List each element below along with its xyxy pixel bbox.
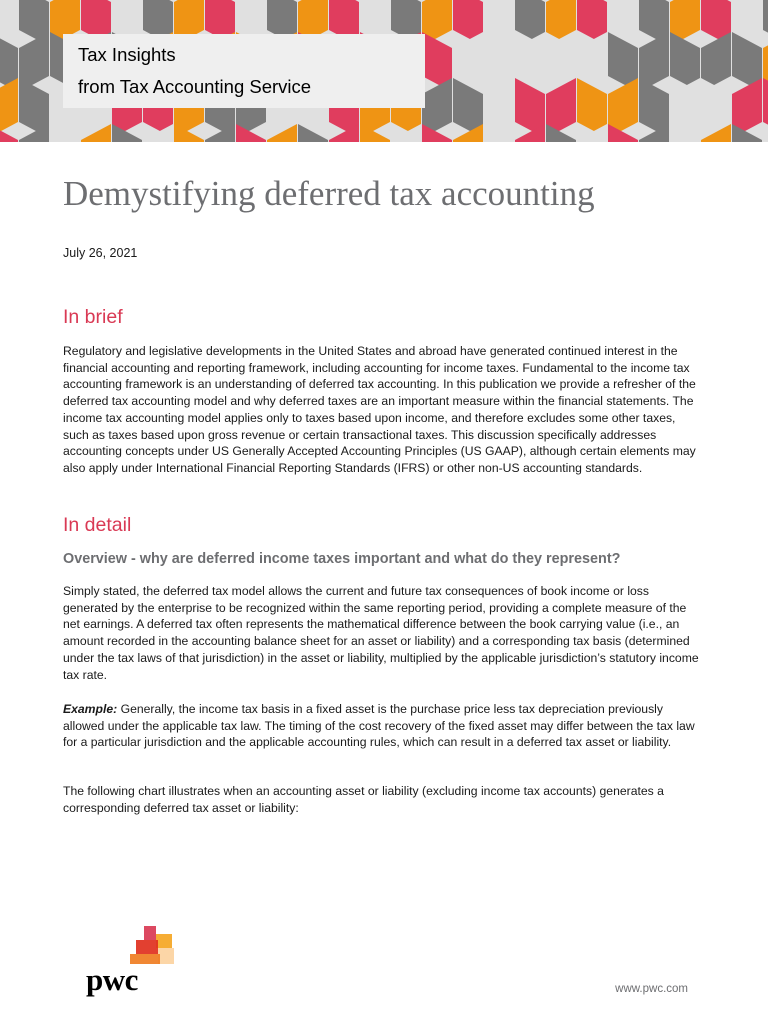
footer-url: www.pwc.com (615, 983, 688, 995)
example-label: Example: (63, 702, 118, 716)
header-banner (0, 0, 768, 142)
section-heading-in-brief: In brief (63, 306, 123, 328)
pwc-wordmark: pwc (86, 962, 138, 997)
pwc-logo (86, 926, 178, 1000)
banner-title-box (63, 34, 425, 108)
section-heading-in-detail: In detail (63, 514, 132, 536)
page-title: Demystifying deferred tax accounting (63, 174, 595, 213)
in-brief-paragraph: Regulatory and legislative developments in the United States and abroad have generated continued interest in the financial accounting and reporting framework, including accounting for income taxes. Fundamental to the income tax accounting framework is an understanding of deferred tax accounting. In this publication we provide a refresher of the deferred tax accounting model and why deferred taxes are an important measure within the financial statements. The income tax accounting model applies only to taxes based upon income, and therefore excludes some other taxes, such as taxes based upon gross revenue or certain transactional taxes. This discussion specifically addresses accounting concepts under US Generally Accepted Accounting Principles (US GAAP), although certain elements may also apply under International Financial Reporting Standards (IFRS) or other non-US accounting standards. (63, 344, 696, 475)
example-paragraph (63, 701, 703, 751)
publication-date: July 26, 2021 (63, 246, 138, 260)
banner-title-line1: Tax Insights (78, 44, 176, 65)
overview-paragraph: Simply stated, the deferred tax model allows the current and future tax consequences of book income or loss generated by the enterprise to be recognized within the same reporting period, providing a complete measure of the net earnings. A deferred tax often represents the mathematical difference between the book carrying value (i.e., an amount recorded in the accounting balance sheet for an asset or liability) and a corresponding tax basis (determined under the tax laws of that jurisdiction) in the asset or liability, multiplied by the applicable jurisdiction’s statutory income tax rate. (63, 584, 699, 682)
banner-title-line2: from Tax Accounting Service (78, 76, 312, 97)
pwc-logo-mark (86, 926, 178, 966)
overview-subheading: Overview - why are deferred income taxes important and what do they represent? (63, 551, 621, 567)
chart-intro-paragraph: The following chart illustrates when an accounting asset or liability (excluding income tax accounts) generates a corresponding deferred tax asset or liability: (63, 784, 664, 815)
example-text: Generally, the income tax basis in a fixed asset is the purchase price less tax depreciation previously allowed under the applicable tax law. The timing of the cost recovery of the fixed asset may differ between the tax law for a particular jurisdiction and the applicable accounting rules, which can result in a deferred tax asset or liability. (63, 702, 695, 750)
